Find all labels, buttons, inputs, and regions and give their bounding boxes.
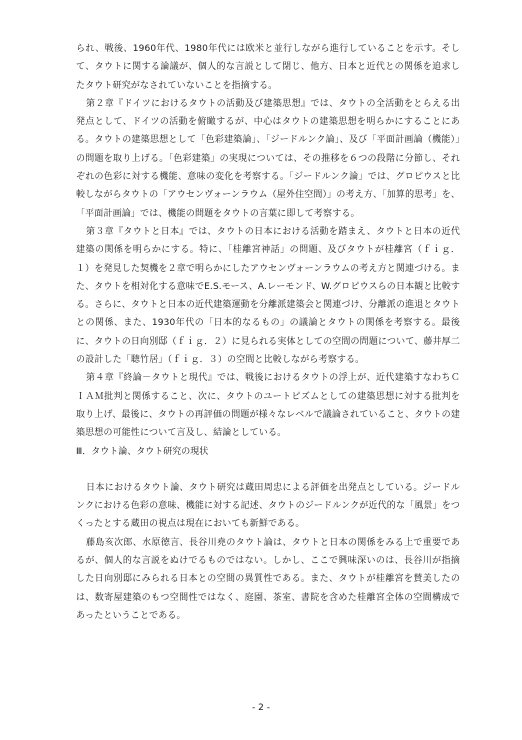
paragraph-continuation: られ、戦後、1960年代、1980年代には欧米と並行しながら進行していることを示す。そして、タウトに関する論議が、個人的な言説として閉じ、他方、日本と近代との関係を追求したタウト研究がなされていないことを指摘する。 bbox=[76, 44, 460, 91]
paragraph-chapter-4: 第４章『終論－タウトと現代』では、戦後におけるタウトの浮上が、近代建築すなわちＣＩＡＭ批判と関係すること、次に、タウトのユートピズムとしての建築思想に対する批判を取り上げ、最後に、タウトの再評価の問題が様々なレベルで議論されていること、タウトの建築思想の可能性について言及し、結論としている。 bbox=[76, 373, 460, 439]
paragraph-chapter-2: 第２章『ドイツにおけるタウトの活動及び建築思想』では、タウトの全活動をとらえる出発点として、ドイツの活動を俯瞰するが、中心はタウトの建築思想を明らかにすることにある。タウトの建築思想として「色彩建築論」、「ジードルンク論」、及び「平面計画論（機能）」の問題を取り上げる。「色彩建築」の実現については、その推移を６つの段階に分節し、それぞれの色彩に対する機能、意味の変化を考察する。「ジードルンク論」では、グロピウスと比較しながらタウトの「アウセンヴォーンラウム（屋外住空間）」の考え方、「加算的思考」を、「平面計画論」では、機能の問題をタウトの言葉に即して考察する。 bbox=[76, 98, 460, 219]
page-number: - 2 - bbox=[252, 703, 270, 713]
paragraph-research-origin: 日本におけるタウト論、タウト研究は蔵田周忠による評価を出発点としている。ジードルンクにおける色彩の意味、機能に対する記述、タウトのジードルンクが近代的な「風景」をつくったとする蔵田の視点は現在においても新鮮である。 bbox=[76, 482, 460, 530]
section-heading: Ⅲ．タウト論、タウト研究の現状 bbox=[76, 446, 209, 457]
paragraph-chapter-3: 第３章『タウトと日本』では、タウトの日本における活動を踏まえ、タウトと日本の近代建築の関係を明らかにする。特に、「桂離宮神話」の問題、及びタウトが桂離宮（ｆｉｇ．１）を発見した契機を２章で明らかにしたアウセンヴォーンラウムの考え方と関連づける。また、タウトを相対化する意味でE.S.モース、A.レーモンド、W.グロピウスらの日本観と比較する。さらに、タウトと日本の近代建築運動を分離派建築会と関連づけ、分離派の進退とタウトとの関係、また、1930年代の「日本的なるもの」の議論とタウトの関係を考察する。最後に、タウトの日向別邸（ｆｉｇ．２）に見られる実体としての空間の問題について、藤井厚二の設計した「聴竹居」（ｆｉｇ．３）の空間と比較しながら考察する。 bbox=[76, 226, 460, 366]
page-body bbox=[76, 40, 460, 625]
paragraph-research-critique: 藤島亥次郎、水原徳言、長谷川堯のタウト論は、タウトと日本の関係をみる上で重要であるが、個人的な言説をぬけでるものではない。しかし、ここで興味深いのは、長谷川が指摘した日向別邸にみられる日本との空間の異質性である。また、タウトが桂離宮を賛美したのは、数寄屋建築のもつ空間性ではなく、庭園、茶室、書院を含めた桂離宮全体の空間構成であったということである。 bbox=[76, 537, 460, 621]
section-spacer bbox=[76, 461, 460, 479]
